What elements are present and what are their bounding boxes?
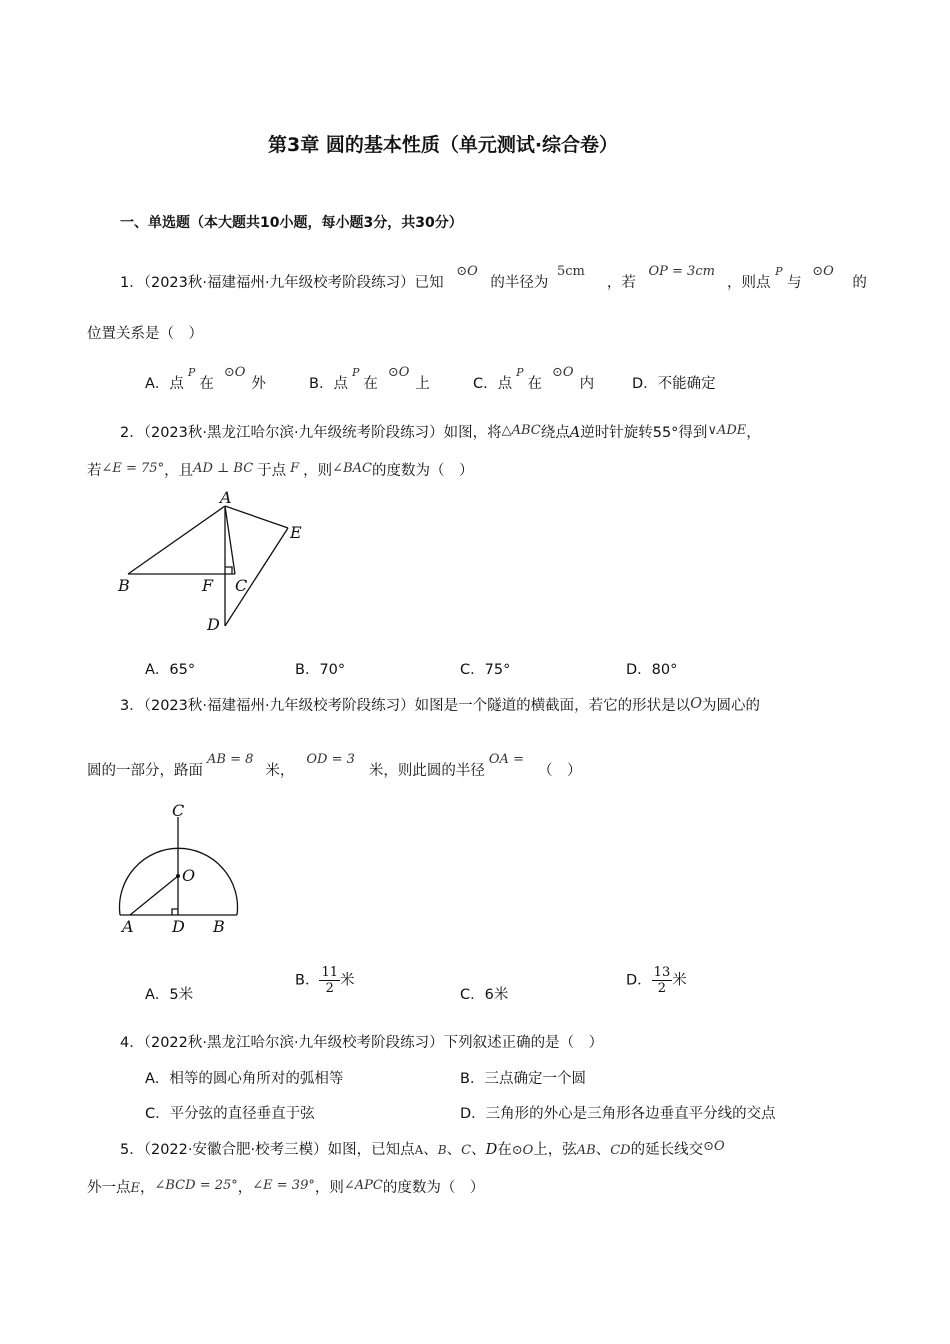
math-point-p: P: [187, 366, 196, 379]
math-triangle-abc: △ABC: [501, 423, 541, 438]
text: 下列叙述正确的是（ ）: [443, 1035, 604, 1051]
text: 的延长线交: [630, 1142, 704, 1158]
math-chord-ab: AB: [576, 1143, 596, 1158]
math-angle-bac: ∠BAC: [332, 461, 372, 476]
text: 在: [199, 376, 214, 392]
math-od: OD = 3: [306, 752, 355, 767]
text: ，则: [314, 1180, 344, 1196]
q3-option-c[interactable]: C．6米: [460, 987, 509, 1003]
q4-option-b[interactable]: B．三点确定一个圆: [460, 1071, 586, 1087]
option-label: B．点: [309, 376, 348, 392]
question-2-line-1: [120, 421, 761, 442]
segment-ae: [225, 506, 288, 528]
option-label: A．点: [145, 376, 184, 392]
math-op: OP = 3cm: [648, 264, 715, 279]
q1-option-c[interactable]: [473, 365, 595, 393]
label-b: B: [213, 917, 225, 936]
math-angle-bcd: ∠BCD = 25°: [154, 1178, 238, 1193]
page-title: 第3章 圆的基本性质（单元测试·综合卷）: [268, 134, 619, 156]
text: 为圆心的: [702, 698, 760, 714]
q4-option-d[interactable]: D．三角形的外心是三角形各边垂直平分线的交点: [460, 1106, 776, 1122]
text: 与: [787, 275, 802, 291]
label-c: C: [235, 576, 248, 595]
question-5-line-1: [120, 1138, 725, 1159]
label-o: O: [182, 866, 196, 885]
q2-figure: [110, 488, 320, 636]
label-a: A: [122, 917, 134, 936]
math-perpendicular: AD ⊥ BC: [193, 461, 254, 476]
text: 的: [852, 275, 867, 291]
q3-option-d[interactable]: [626, 965, 687, 996]
math-point-c: C: [461, 1143, 472, 1158]
segment-ac: [225, 506, 235, 574]
math-circle-o: ⊙O: [456, 264, 478, 279]
text: 如图，已知点: [327, 1142, 415, 1158]
math-point-b: B: [437, 1143, 447, 1157]
math-oa: OA =: [488, 752, 524, 767]
center-point: [176, 874, 180, 878]
q3-option-b[interactable]: [295, 965, 355, 996]
question-source: （2023秋·黑龙江哈尔滨·九年级统考阶段练习）: [143, 425, 444, 441]
question-number: 2．: [120, 425, 144, 441]
text: 、: [595, 1142, 611, 1158]
numerator: 13: [653, 965, 671, 980]
label-d: D: [172, 917, 185, 936]
question-source: （2022秋·黑龙江哈尔滨·九年级校考阶段练习）: [143, 1035, 444, 1051]
math-angle-e: ∠E = 39°: [252, 1178, 315, 1193]
text: 、: [423, 1142, 438, 1158]
q4-option-c[interactable]: C．平分弦的直径垂直于弦: [145, 1106, 315, 1122]
text: （ ）: [537, 763, 582, 779]
math-point-a: A: [414, 1143, 424, 1157]
q3-figure: [110, 798, 245, 938]
q1-option-a[interactable]: [145, 365, 266, 393]
denominator: 2: [325, 981, 334, 996]
text: 如图是一个隧道的横截面，若它的形状是以: [414, 698, 691, 714]
text: 的度数为（ ）: [371, 463, 474, 479]
math-circle-o: ⊙O: [223, 365, 246, 380]
math-circle-o: ⊙O: [703, 1139, 725, 1154]
question-number: 5．: [120, 1142, 144, 1158]
math-point-e: E: [130, 1181, 140, 1196]
text: 的半径为: [490, 275, 549, 291]
text: 、: [446, 1142, 462, 1158]
right-angle-mark: [225, 567, 232, 574]
fraction: [652, 965, 673, 996]
q2-option-b[interactable]: B．70°: [295, 662, 346, 678]
question-2-line-2: [87, 459, 473, 480]
math-point-p: P: [775, 265, 783, 278]
text: 已知: [414, 275, 444, 291]
text: 外: [251, 376, 266, 392]
math-angle-apc: ∠APC: [343, 1178, 383, 1193]
question-5-line-2: [87, 1176, 484, 1197]
question-1-line-2: 位置关系是（ ）: [87, 326, 203, 342]
label-b: B: [118, 576, 130, 595]
label-e: E: [290, 523, 302, 542]
label-c: C: [172, 801, 185, 820]
text: ，则点: [726, 275, 771, 291]
question-source: （2022·安徽合肥·校考三模）: [143, 1142, 328, 1158]
q2-option-d[interactable]: D．80°: [626, 662, 678, 678]
text: 圆的一部分，路面: [87, 763, 203, 779]
question-source: （2023秋·福建福州·九年级校考阶段练习）: [143, 275, 415, 291]
question-number: 4．: [120, 1035, 144, 1051]
math-radius: 5cm: [557, 264, 585, 279]
question-number: 3．: [120, 698, 144, 714]
text: ，: [140, 1180, 155, 1196]
math-angle-e: ∠E = 75°: [101, 461, 165, 476]
fraction: [319, 965, 340, 996]
label-d: D: [207, 615, 220, 634]
math-point-a: A: [569, 425, 581, 441]
q2-option-c[interactable]: C．75°: [460, 662, 511, 678]
q3-option-a[interactable]: A．5米: [145, 987, 194, 1003]
math-point-p: P: [516, 366, 524, 379]
numerator: 11: [321, 965, 338, 980]
question-4-line-1: [120, 1031, 603, 1052]
label-f: F: [202, 576, 214, 595]
label-a: A: [220, 488, 232, 507]
text: 、: [471, 1142, 486, 1158]
question-3-line-2: [87, 752, 582, 780]
text: 逆时针旋转55°得到: [580, 425, 708, 441]
text: 上: [415, 376, 430, 392]
text: 内: [579, 376, 595, 392]
text: 米，则此圆的半径: [368, 763, 485, 779]
question-1-line-1: [120, 264, 867, 292]
math-point-d: D: [485, 1142, 498, 1158]
text: 外一点: [87, 1180, 131, 1196]
q1-option-d[interactable]: D．不能确定: [632, 376, 716, 392]
text: 如图，将: [443, 425, 502, 441]
text: ，则: [303, 463, 333, 479]
text: 米，: [265, 763, 295, 779]
text: 上，弦: [533, 1142, 577, 1158]
math-point-f: F: [290, 461, 300, 476]
q2-option-a[interactable]: A．65°: [145, 662, 196, 678]
math-point-o: O: [690, 696, 702, 712]
text: ，: [237, 1180, 253, 1196]
math-point-p: P: [351, 366, 360, 379]
unit: 米: [340, 972, 355, 989]
text: ，若: [606, 275, 636, 291]
right-angle-mark: [172, 909, 178, 915]
text: 于点: [257, 463, 287, 479]
q4-option-a[interactable]: A．相等的圆心角所对的弧相等: [145, 1071, 344, 1087]
option-label: B．: [295, 972, 320, 989]
option-label: C．点: [473, 376, 513, 392]
math-circle-o: ⊙O: [387, 365, 410, 380]
math-chord-cd: CD: [610, 1143, 631, 1158]
math-circle-o: ⊙O: [552, 365, 574, 380]
unit: 米: [672, 972, 687, 989]
text: ，: [746, 425, 761, 441]
section-header: 一、单选题（本大题共10小题，每小题3分，共30分）: [120, 215, 463, 231]
question-number: 1．: [120, 275, 144, 291]
text: 在: [527, 376, 543, 392]
question-source: （2023秋·福建福州·九年级校考阶段练习）: [143, 698, 415, 714]
math-circle-o: ⊙O: [812, 264, 834, 279]
segment-ab: [128, 506, 225, 574]
math-triangle-ade: ∨ADE: [707, 423, 747, 438]
text: 在: [497, 1142, 512, 1158]
math-ab: AB = 8: [207, 752, 254, 767]
text: 绕点: [540, 425, 570, 441]
text: 若: [87, 463, 102, 479]
denominator: 2: [657, 981, 667, 996]
q1-option-b[interactable]: [309, 365, 430, 393]
text: 的度数为（ ）: [382, 1180, 485, 1196]
segment-oa: [130, 876, 178, 915]
text: ，且: [164, 463, 194, 479]
question-3-line-1: [120, 694, 760, 715]
text: 在: [363, 376, 378, 392]
math-circle-o: ⊙O: [511, 1143, 534, 1158]
option-label: D．: [626, 972, 652, 989]
